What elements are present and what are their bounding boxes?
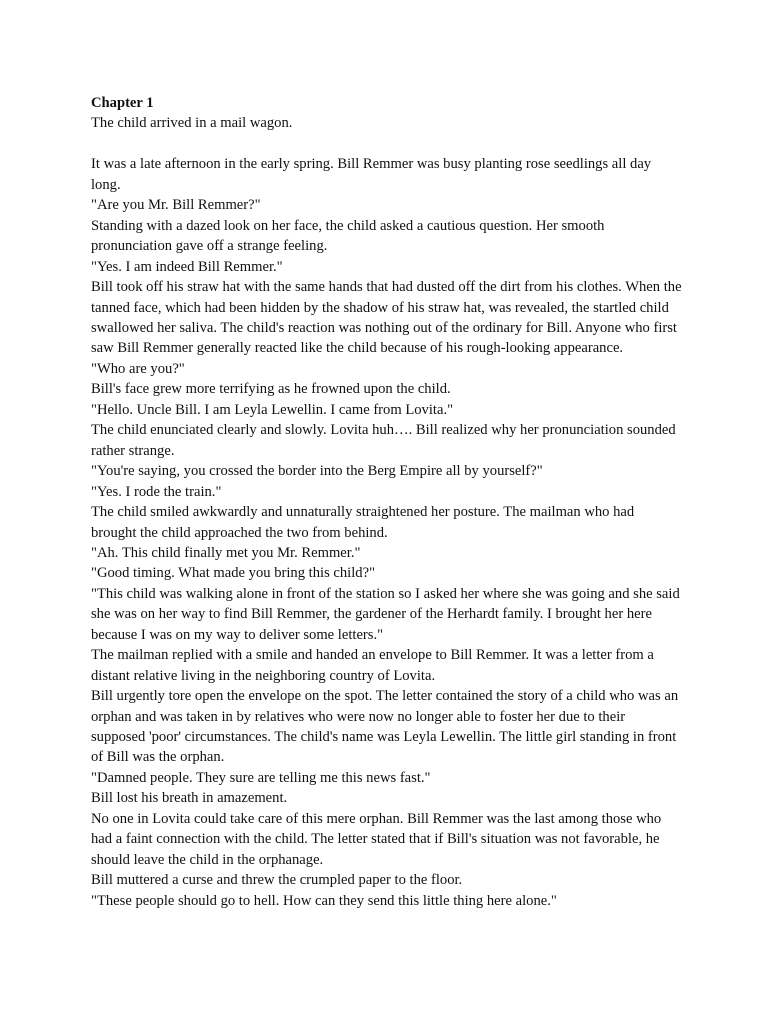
paragraph: No one in Lovita could take care of this mere orphan. Bill Remmer was the last among those who had a faint connection with the child. The letter stated that if Bill's situation was not favorable, he should leave the child in the orphanage. <box>91 810 662 868</box>
paragraph: "Are you Mr. Bill Remmer?" <box>91 197 261 214</box>
paragraph: "You're saying, you crossed the border into the Berg Empire all by yourself?" <box>91 463 543 480</box>
paragraph: It was a late afternoon in the early spring. Bill Remmer was busy planting rose seedlings all day long. <box>91 156 652 193</box>
lead-line: The child arrived in a mail wagon. <box>91 115 293 132</box>
paragraph: "Ah. This child finally met you Mr. Remmer." <box>91 544 361 561</box>
paragraph: "Yes. I rode the train." <box>91 483 222 500</box>
paragraph: Bill's face grew more terrifying as he frowned upon the child. <box>91 381 451 398</box>
paragraph: "These people should go to hell. How can they send this little thing here alone." <box>91 892 557 909</box>
paragraph: "Hello. Uncle Bill. I am Leyla Lewellin. I came from Lovita." <box>91 401 454 418</box>
paragraph: The child enunciated clearly and slowly. Lovita huh…. Bill realized why her pronunciation sounded rather strange. <box>91 422 676 459</box>
paragraph: "Who are you?" <box>91 360 185 377</box>
paragraph: Bill lost his breath in amazement. <box>91 790 288 807</box>
paragraph: Standing with a dazed look on her face, the child asked a cautious question. Her smooth pronunciation gave off a strange feeling. <box>91 217 605 255</box>
blank-line <box>91 134 683 154</box>
paragraph: The child smiled awkwardly and unnaturally straightened her posture. The mailman who had brought the child approached the two from behind. <box>91 504 635 541</box>
paragraph: "This child was walking alone in front of the station so I asked her where she was going and she said she was on her way to find Bill Remmer, the gardener of the Herhardt family. I brought her here because I was on my way to deliver some letters." <box>91 585 680 643</box>
paragraph: Bill urgently tore open the envelope on the spot. The letter contained the story of a child who was an orphan and was taken in by relatives who were now no longer able to foster her due to their supposed 'poor' circumstances. The child's name was Leyla Lewellin. The little girl standing in front of Bill was the orphan. <box>91 688 679 766</box>
document-page <box>91 93 683 911</box>
paragraph: "Good timing. What made you bring this child?" <box>91 565 376 582</box>
paragraph: The mailman replied with a smile and handed an envelope to Bill Remmer. It was a letter from a distant relative living in the neighboring country of Lovita. <box>91 647 654 684</box>
chapter-title: Chapter 1 <box>91 95 154 111</box>
paragraph: Bill muttered a curse and threw the crumpled paper to the floor. <box>91 872 463 889</box>
paragraph-list <box>91 154 683 911</box>
paragraph: "Yes. I am indeed Bill Remmer." <box>91 258 283 275</box>
paragraph: "Damned people. They sure are telling me this news fast." <box>91 769 431 786</box>
paragraph: Bill took off his straw hat with the same hands that had dusted off the dirt from his clothes. When the tanned face, which had been hidden by the shadow of his straw hat, was revealed, the startled child swallowed her saliva. The child's reaction was nothing out of the ordinary for Bill. Anyone who first saw Bill Remmer generally reacted like the child because of his rough-looking appearance. <box>91 279 682 357</box>
